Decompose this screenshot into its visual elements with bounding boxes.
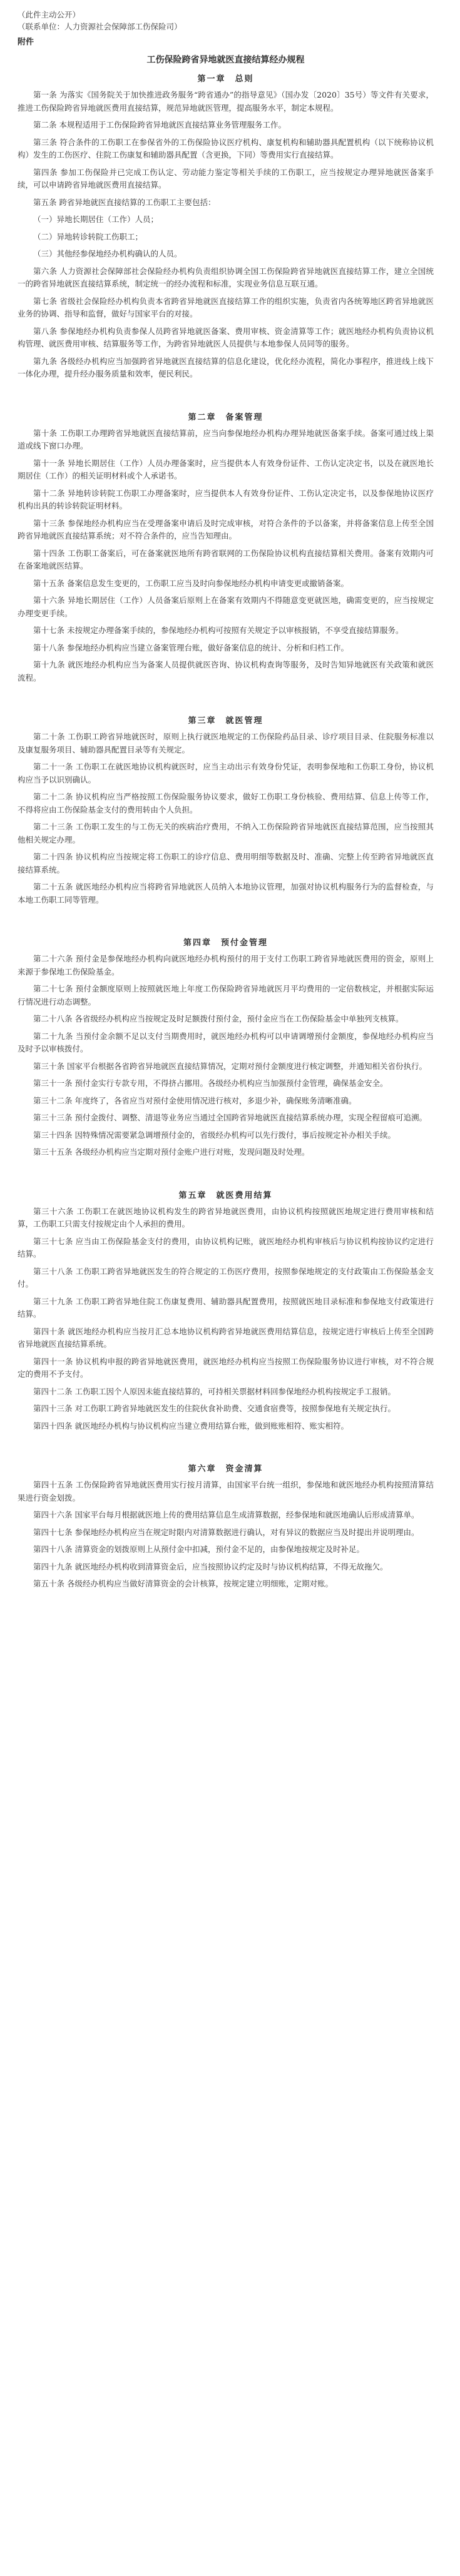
article-paragraph: 第三十九条 工伤职工跨省异地住院工伤康复费用、辅助器具配置费用，按照就医地目录标准和参保地支付政策进行结算。 [18,1296,434,1319]
article-paragraph: 第二十五条 就医地经办机构应当将跨省异地就医人员纳入本地协议管理，加强对协议机构服务行为的监督检查，与本地工伤职工同等管理。 [18,882,434,905]
article-paragraph: 第四十九条 就医地经办机构收到清算资金后，应当按照协议约定及时与协议机构结算，不得无故拖欠。 [33,1561,388,1571]
article-paragraph: 第二十一条 工伤职工在就医地协议机构就医时，应当主动出示有效身份凭证，表明参保地和工伤职工身份，协议机构应当予以识别确认。 [18,762,434,784]
article-paragraph: 第十九条 就医地经办机构应当为备案人员提供就医咨询、协议机构查询等服务，及时告知异地就医有关政策和就医流程。 [18,660,434,682]
article-paragraph: 第三十四条 因特殊情况需要紧急调增预付金的，省级经办机构可以先行拨付，事后按规定补办相关手续。 [33,1130,396,1140]
attachment-label: 附件 [18,38,34,47]
article-paragraph: 第四十四条 就医地经办机构与协议机构应当建立费用结算台账，做到账账相符、账实相符。 [33,1421,349,1431]
article-paragraph: 第三十六条 工伤职工在就医地协议机构发生的跨省异地就医费用，由协议机构按照就医地规定进行费用审核和结算，工伤职工只需支付按规定由个人承担的费用。 [18,1206,434,1229]
chapter-heading: 第二章 备案管理 [188,412,263,422]
article-paragraph: 第十五条 备案信息发生变更的，工伤职工应当及时向参保地经办机构申请变更或撤销备案。 [33,578,349,588]
article-paragraph: 第二十条 工伤职工跨省异地就医时，原则上执行就医地规定的工伤保险药品目录、诊疗项目目录、住院服务标准以及康复服务项目、辅助器具配置目录等有关规定。 [18,732,434,754]
article-paragraph: 第九条 各级经办机构应当加强跨省异地就医直接结算的信息化建设，优化经办流程，简化办事程序，推进线上线下一体化办理，提升经办服务质量和效率，便民利民。 [18,356,434,378]
chapter-gap [18,385,434,404]
article-paragraph: 第三条 符合条件的工伤职工在参保省外的工伤保险协议医疗机构、康复机构和辅助器具配置机构（以下统称协议机构）发生的工伤医疗、住院工伤康复和辅助器具配置（含更换，下同）等费用实行直接结算。 [18,137,434,160]
article-paragraph: 第一条 为落实《国务院关于加快推进政务服务“跨省通办”的指导意见》（国办发〔2020〕35号）等文件有关要求，推进工伤保险跨省异地就医费用直接结算，规范异地就医管理，提高服务水平，制定本规程。 [18,90,434,113]
article-paragraph: 第四十条 就医地经办机构应当按月汇总本地协议机构跨省异地就医费用结算信息，按规定进行审核后上传至全国跨省异地就医直接结算系统。 [18,1326,434,1349]
article-paragraph: 第十七条 未按规定办理备案手续的，参保地经办机构可按照有关规定予以审核报销，不享受直接结算服务。 [33,626,404,635]
chapter-heading: 第三章 就医管理 [188,716,263,726]
article-paragraph: 第四十五条 工伤保险跨省异地就医费用实行按月清算，由国家平台统一组织，参保地和就医地经办机构按照清算结果进行资金划拨。 [18,1480,434,1503]
article-paragraph: 第八条 参保地经办机构负责参保人员跨省异地就医备案、费用审核、资金清算等工作；就医地经办机构负责协议机构管理、就医费用审核、结算服务等工作，为跨省异地就医人员提供与本地参保人员同等的服务。 [18,326,434,348]
article-paragraph: 第三十二条 年度终了，各省应当对预付金使用情况进行核对，多退少补，确保账务清晰准确。 [33,1095,357,1105]
article-paragraph: 第三十一条 预付金实行专款专用，不得挤占挪用。各级经办机构应当加强预付金管理，确保基金安全。 [33,1078,388,1088]
article-paragraph: 第二十二条 协议机构应当严格按照工伤保险服务协议要求，做好工伤职工身份核验、费用结算、信息上传等工作，不得将应由工伤保险基金支付的费用转由个人负担。 [18,792,434,814]
article-paragraph: 第四十一条 协议机构申报的跨省异地就医费用，就医地经办机构应当按照工伤保险服务协议进行审核，对不符合规定的费用不予支付。 [18,1356,434,1379]
article-paragraph: 第十条 工伤职工办理跨省异地就医直接结算前，应当向参保地经办机构办理异地就医备案手续。备案可通过线上渠道或线下窗口办理。 [18,428,434,450]
chapter-section [18,385,434,685]
article-paragraph: 第五十条 各级经办机构应当做好清算资金的会计核算，按规定建立明细账，定期对账。 [33,1579,333,1588]
article-paragraph: 第四条 参加工伤保险并已完成工伤认定、劳动能力鉴定等相关手续的工伤职工，应当按规定办理异地就医备案手续，可以申请跨省异地就医费用直接结算。 [18,167,434,190]
article-paragraph: 第二十八条 各省级经办机构应当按规定及时足额拨付预付金，预付金应当在工伤保险基金中单独列支核算。 [33,1014,404,1023]
article-paragraph: 第二十三条 工伤职工发生的与工伤无关的疾病治疗费用，不纳入工伤保险跨省异地就医直接结算范围，应当按照其他相关规定办理。 [18,822,434,844]
article-paragraph: 第六条 人力资源社会保障部社会保险经办机构负责组织协调全国工伤保险跨省异地就医直接结算工作，建立全国统一的跨省异地就医直接结算系统，制定统一的经办流程和标准，实现业务信息互联互通。 [18,266,434,288]
article-paragraph: 第三十五条 各级经办机构应当定期对预付金账户进行对账，发现问题及时处理。 [33,1147,310,1157]
article-paragraph: 第三十三条 预付金拨付、调整、清退等业务应当通过全国跨省异地就医直接结算系统办理，实现全程留痕可追溯。 [33,1113,427,1122]
chapter-heading: 第四章 预付金管理 [183,938,268,948]
article-paragraph: 第十八条 参保地经办机构应当建立备案管理台账，做好备案信息的统计、分析和归档工作。 [33,642,349,652]
article-paragraph: 第十一条 异地长期居住（工作）人员办理备案时，应当提供本人有效身份证件、工伤认定决定书，以及在就医地长期居住（工作）的相关证明材料或个人承诺书。 [18,458,434,480]
document-body [18,72,434,1591]
article-paragraph: 第四十七条 参保地经办机构应当在规定时限内对清算数据进行确认，对有异议的数据应当及时提出并说明理由。 [33,1527,419,1537]
article-paragraph: （一）异地长期居住（工作）人员； [33,215,159,224]
article-paragraph: （二）异地转诊转院工伤职工； [33,231,143,241]
chapter-section [18,689,434,906]
chapter-heading: 第一章 总则 [197,74,254,84]
article-paragraph: 第四十三条 对工伤职工跨省异地就医发生的住院伙食补助费、交通食宿费等，按照参保地有关规定执行。 [33,1404,396,1413]
chapter-section [18,72,434,381]
article-paragraph: 第四十二条 工伤职工因个人原因未能直接结算的，可持相关票据材料回参保地经办机构按规定手工报销。 [33,1386,396,1396]
article-paragraph: 第十四条 工伤职工备案后，可在备案就医地所有跨省联网的工伤保险协议机构直接结算相关费用。备案有效期内可在备案地就医结算。 [18,548,434,570]
disclosure-note: （此件主动公开） [18,10,81,19]
document-title: 工伤保险跨省异地就医直接结算经办规程 [146,55,305,65]
chapter-gap [18,1437,434,1456]
article-paragraph: 第十三条 参保地经办机构应当在受理备案申请后及时完成审核，对符合条件的予以备案，并将备案信息上传至全国跨省异地就医直接结算系统；对不符合条件的，应当告知理由。 [18,518,434,540]
contact-note: （联系单位：人力资源社会保障部工伤保险司） [18,22,182,31]
article-paragraph: 第四十六条 国家平台每月根据就医地上传的费用结算信息生成清算数据，经参保地和就医地确认后形成清算单。 [33,1510,419,1519]
article-paragraph: 第十二条 异地转诊转院工伤职工办理备案时，应当提供本人有效身份证件、工伤认定决定书，以及参保地协议医疗机构出具的转诊转院证明材料。 [18,488,434,510]
article-paragraph: 第十六条 异地长期居住（工作）人员备案后原则上在备案有效期内不得随意变更就医地，确需变更的，应当按规定办理变更手续。 [18,596,434,618]
article-paragraph: 第二十九条 当预付金余额不足以支付当期费用时，就医地经办机构可以申请调增预付金额度，参保地经办机构应当及时予以审核拨付。 [18,1031,434,1053]
article-paragraph: 第二条 本规程适用于工伤保险跨省异地就医直接结算业务管理服务工作。 [33,120,286,129]
article-paragraph: 第三十条 国家平台根据各省跨省异地就医直接结算情况，定期对预付金额度进行核定调整，并通知相关省份执行。 [33,1061,427,1071]
chapter-section [18,1164,434,1433]
article-paragraph: 第五条 跨省异地就医直接结算的工伤职工主要包括： [33,197,216,207]
article-paragraph: （三）其他经参保地经办机构确认的人员。 [33,249,182,258]
chapter-gap [18,689,434,707]
article-paragraph: 第四十八条 清算资金的划拨原则上从预付金中扣减，预付金不足的，由参保地按规定及时补足。 [33,1544,364,1554]
chapter-heading: 第五章 就医费用结算 [178,1190,273,1200]
chapter-section [18,911,434,1159]
article-paragraph: 第七条 省级社会保险经办机构负责本省跨省异地就医直接结算工作的组织实施，负责省内各统筹地区跨省异地就医业务的协调、指导和监督，做好与国家平台的对接。 [18,296,434,318]
chapter-heading: 第六章 资金清算 [188,1464,263,1474]
article-paragraph: 第二十七条 预付金额度原则上按照就医地上年度工伤保险跨省异地就医月平均费用的一定倍数核定，并根据实际运行情况进行动态调整。 [18,984,434,1007]
chapter-gap [18,1164,434,1182]
article-paragraph: 第二十六条 预付金是参保地经办机构向就医地经办机构预付的用于支付工伤职工跨省异地就医费用的资金，原则上来源于参保地工伤保险基金。 [18,954,434,976]
chapter-gap [18,911,434,930]
article-paragraph: 第二十四条 协议机构应当按规定将工伤职工的诊疗信息、费用明细等数据及时、准确、完整上传至跨省异地就医直接结算系统。 [18,852,434,875]
article-paragraph: 第三十八条 工伤职工跨省异地就医发生的符合规定的工伤医疗费用，按照参保地规定的支付政策由工伤保险基金支付。 [18,1266,434,1289]
chapter-section [18,1437,434,1591]
article-paragraph: 第三十七条 应当由工伤保险基金支付的费用，由协议机构记账，就医地经办机构审核后与协议机构按协议约定进行结算。 [18,1236,434,1259]
